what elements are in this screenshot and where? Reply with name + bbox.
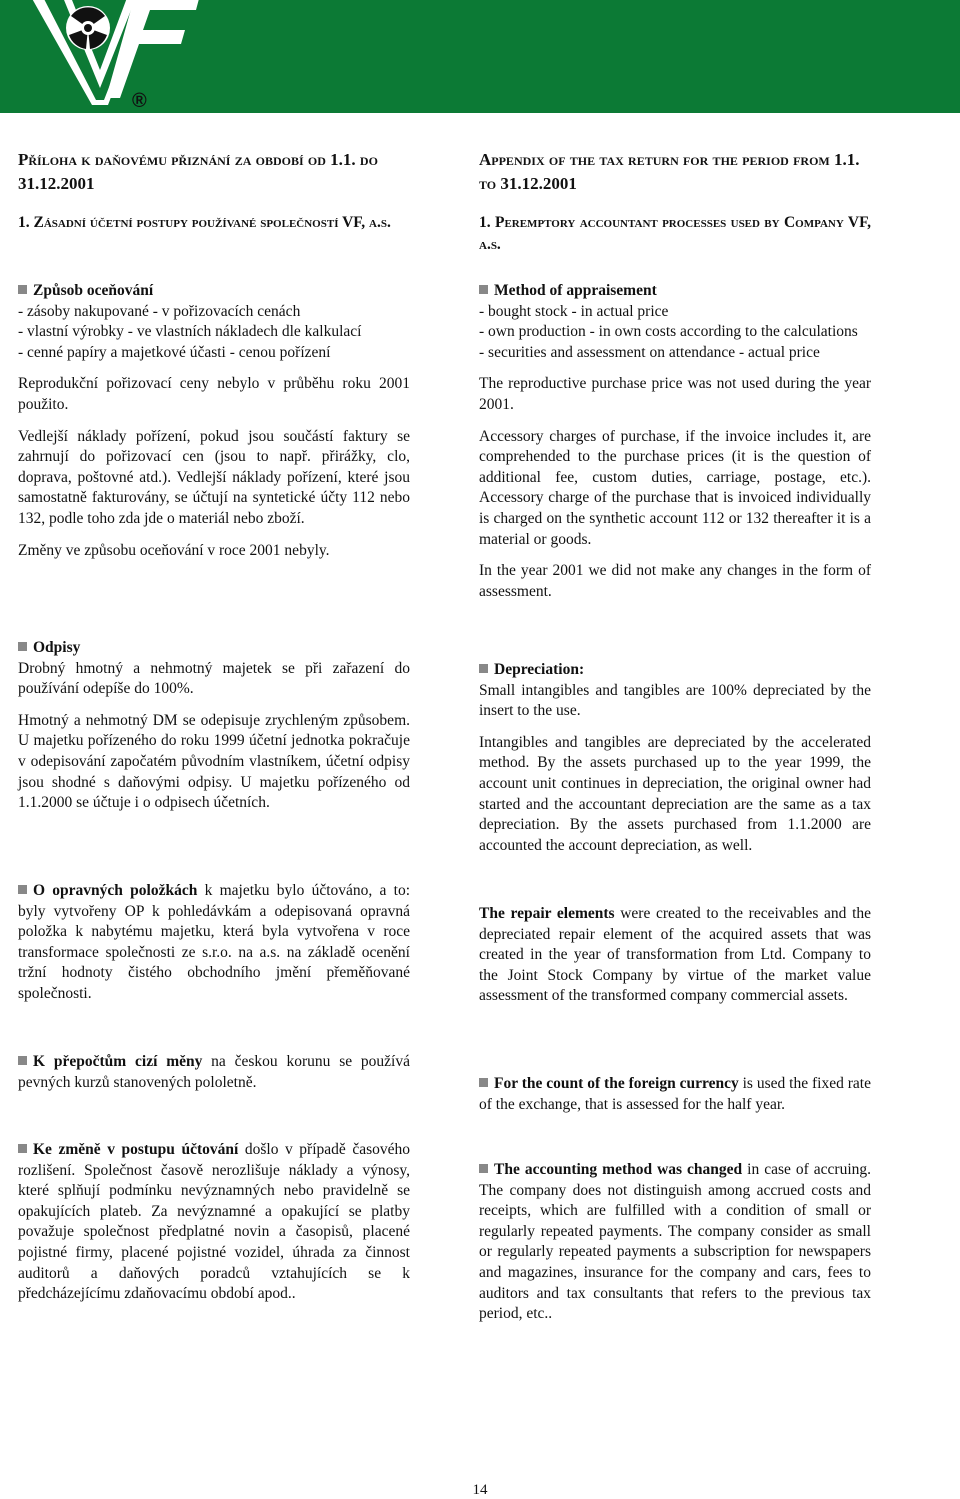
en-title: Appendix of the tax return for the period from 1.1. to 31.12.2001 <box>479 150 860 193</box>
en-title-block <box>479 148 871 196</box>
list-item: - zásoby nakupované - v pořizovacích cenách <box>18 302 301 320</box>
en-section-currency <box>479 1074 871 1126</box>
cz-s2-paragraph: Drobný hmotný a nehmotný majetek se při zařazení do používání odepíše do 100%. <box>18 659 410 698</box>
cz-s1-paragraph: Změny ve způsobu oceňování v roce 2001 nebyly. <box>18 541 330 559</box>
list-item: - securities and assessment on attendance - actual price <box>479 343 820 361</box>
list-item: - vlastní výrobky - ve vlastních nákladech dle kalkulací <box>18 323 362 341</box>
page-number: 14 <box>472 1482 488 1498</box>
list-item: - own production - in own costs according to the calculations <box>479 323 858 341</box>
en-s5-paragraph: The accounting method was changed in case of accruing. The company does not distinguish among accrued costs and receipts, which are fulfilled with a condition of small or regularly repeated payments. The company consider as small or regularly repeated payments a subscription for newspapers and magazines, insurance for the company and cars, fees to auditors and tax consultants that refers to the previous tax period, etc.. <box>479 1161 871 1323</box>
bullet-square-icon <box>18 1056 27 1065</box>
en-s2-paragraph: Small intangibles and tangibles are 100% depreciated by the insert to the use. <box>479 681 871 720</box>
cz-s1-paragraph: Reprodukční pořizovací ceny nebylo v průběhu roku 2001 použito. <box>18 375 410 413</box>
en-s1-paragraph: The reproductive purchase price was not used during the year 2001. <box>479 375 871 413</box>
cz-s1-paragraph: Vedlejší náklady pořízení, pokud jsou součástí faktury se zahrnují do pořizovací cen (jsou to např. přirážky, clo, doprava, poštovné atd.). Vedlejší náklady pořízení, které jsou samostatně fakturovány, se účtují na syntetické účty 112 nebo 132, podle toho zda jde o materiál nebo zboží. <box>18 427 410 527</box>
en-s2-heading: Depreciation: <box>479 660 871 681</box>
bullet-square-icon <box>18 642 27 651</box>
cz-s3-paragraph: O opravných položkách k majetku bylo účtováno, a to: byly vytvořeny OP k pohledávkám a odepisovaná opravná položka k nabytému majetku, která byla vytvořena v roce transformace společnosti ze s.r.o. na a.s. na základě ocenění tržní hodnoty čistého obchodního jmění přeměňované společnosti. <box>18 882 411 1002</box>
en-s3-paragraph: The repair elements were created to the receivables and the depreciated repair element of the acquired assets that was created in the year of transformation from Ltd. Company to the Joint Stock Company by virtue of the market value assessment of the transformed company commercial assets. <box>479 905 871 1005</box>
bullet-square-icon <box>18 885 27 894</box>
en-s1-paragraph: In the year 2001 we did not make any changes in the form of assessment. <box>479 562 871 600</box>
bullet-square-icon <box>479 1078 488 1087</box>
en-section-depreciation <box>479 660 871 867</box>
cz-section-title: 1. Zásadní účetní postupy používané společností VF, a.s. <box>18 214 391 231</box>
en-s4-paragraph: For the count of the foreign currency is used the fixed rate of the exchange, that is assessed for the half year. <box>479 1075 871 1113</box>
header-banner <box>0 0 960 113</box>
cz-section-valuation <box>18 281 410 572</box>
en-s1-heading: Method of appraisement <box>479 281 871 302</box>
en-s1-paragraph: Accessory charges of purchase, if the invoice includes it, are comprehended to the purchase prices (it is the question of additional fee, custom duties, carriage, postage, etc.). Accessory charge of the purchase that is invoiced individually is charged on the synthetic account 112 or 132 thereafter it is a material or goods. <box>479 427 871 548</box>
cz-s4-paragraph: K přepočtům cizí měny na českou korunu se používá pevných kurzů stanovených pololetně. <box>18 1053 410 1091</box>
cz-section-depreciation <box>18 638 410 825</box>
bullet-square-icon <box>479 285 488 294</box>
en-section-title: 1. Peremptory accountant processes used by Company VF, a.s. <box>479 214 871 253</box>
cz-s2-paragraph: Hmotný a nehmotný DM se odepisuje zrychleným způsobem. U majetku pořízeného do roku 1999 účetní jednotka pokračuje v odepisování započatém původním vlastníkem, účetní odpisy jsou shodné s daňovými odpisy. U majetku pořízeného od 1.1.2000 se účtuje i o odpisech účetních. <box>18 711 410 812</box>
en-section-heading-block <box>479 212 871 256</box>
cz-title: Příloha k daňovému přiznání za období od 1.1. do 31.12.2001 <box>18 150 378 193</box>
cz-section-heading-block <box>18 212 410 234</box>
cz-s1-heading: Způsob oceňování <box>18 281 410 302</box>
bullet-square-icon <box>479 1164 488 1173</box>
bullet-square-icon <box>18 285 27 294</box>
cz-title-block <box>18 148 410 196</box>
company-logo <box>0 0 960 113</box>
list-item: - cenné papíry a majetkové účasti - cenou pořízení <box>18 343 331 361</box>
en-section-adjustments <box>479 904 871 1018</box>
cz-section-adjustments <box>18 881 410 1016</box>
cz-s2-heading: Odpisy <box>18 638 410 659</box>
bullet-square-icon <box>479 664 488 673</box>
cz-s5-paragraph: Ke změně v postupu účtování došlo v případě časového rozlišení. Společnost časově nerozlišuje náklady a výnosy, které splňují podmínku nevýznamných nebo pravidelně se opakujících plateb. Za nevýznamné a opakující se platby považuje společnost předplatné novin a časopisů, placené pojistné firmy, placené pojistné vozidel, úhrada za činnost auditorů a daňových poradců vztahujících se k předcházejícímu zdaňovacímu období apod.. <box>18 1141 410 1303</box>
cz-section-method-change <box>18 1140 410 1316</box>
en-s2-paragraph: Intangibles and tangibles are depreciated by the accelerated method. By the assets purchased up to the year 1999, the account unit continues in depreciation, the original owner had started and the accountant depreciation are the same as a tax depreciation. By the assets purchased from 1.1.2000 are accounted the account depreciation, as well. <box>479 733 871 854</box>
list-item: - bought stock - in actual price <box>479 302 669 320</box>
bullet-square-icon <box>18 1144 27 1153</box>
en-section-method-change <box>479 1160 871 1336</box>
cz-section-currency <box>18 1052 410 1104</box>
en-section-valuation <box>479 281 871 613</box>
registered-mark-icon: ® <box>132 90 147 112</box>
